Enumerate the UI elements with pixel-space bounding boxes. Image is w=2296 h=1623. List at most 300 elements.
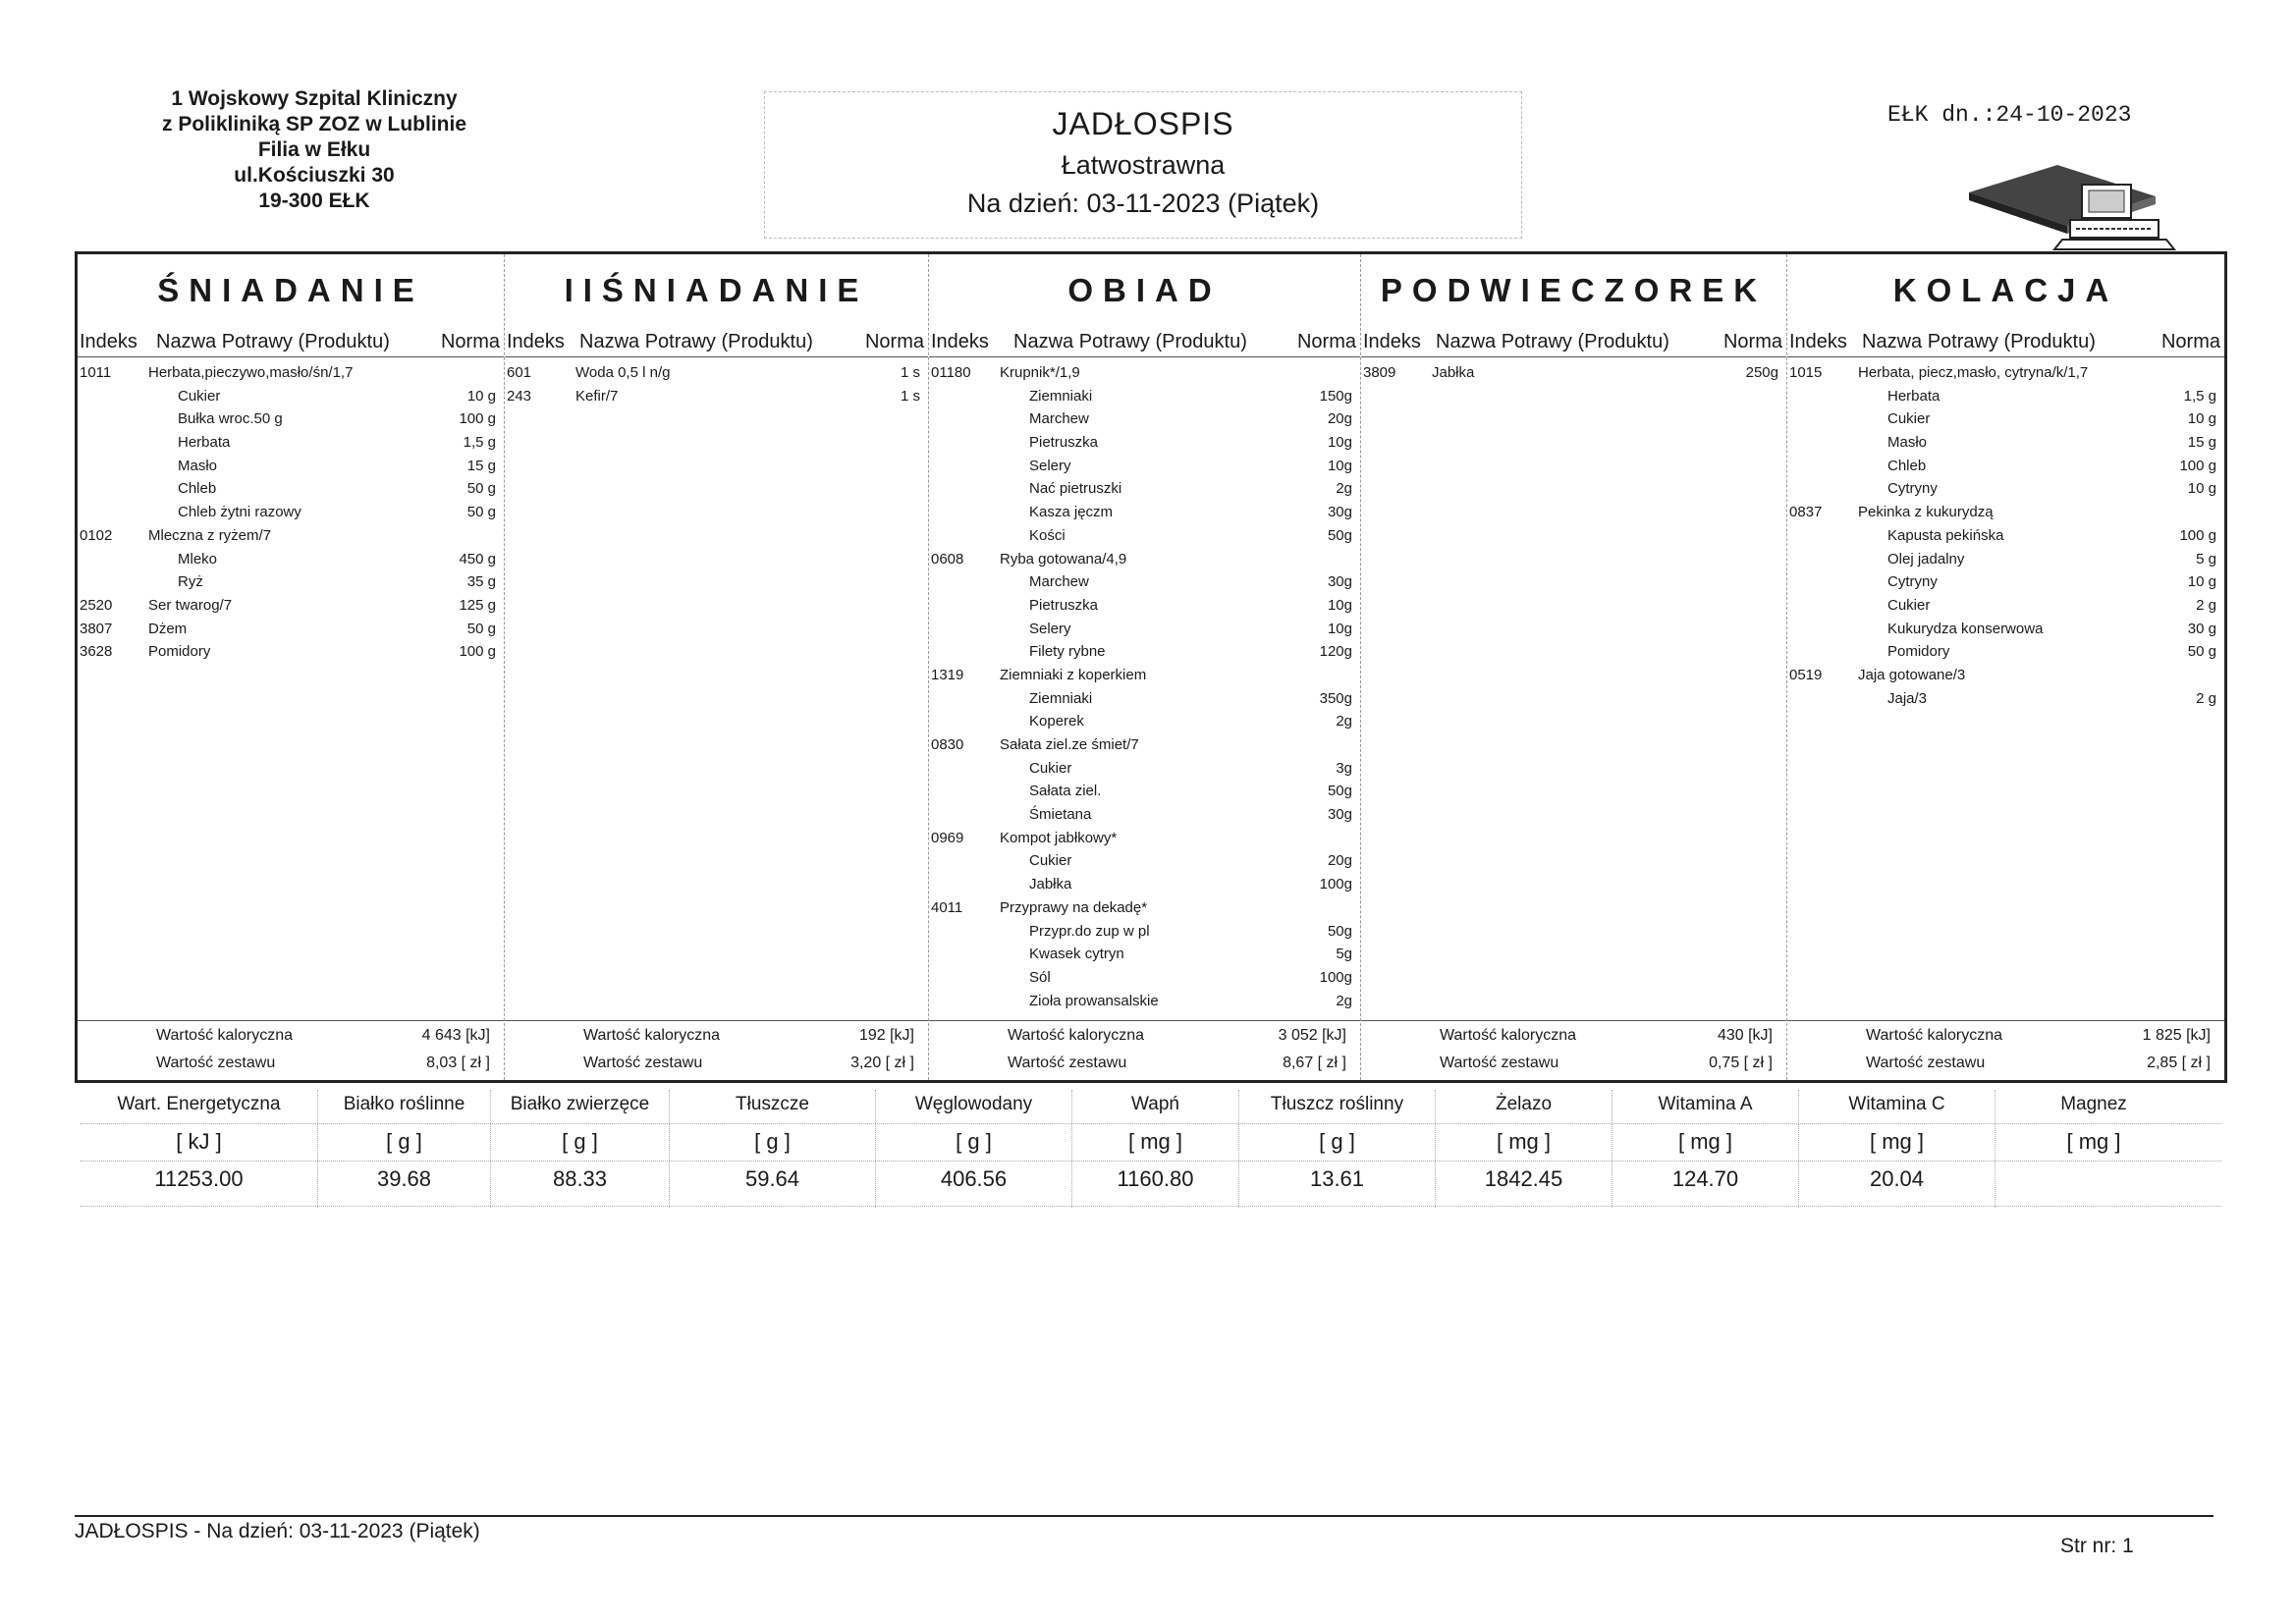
item-name: Cytryny <box>1887 480 1938 498</box>
item-index: 0837 <box>1789 504 1823 521</box>
dish-row <box>929 828 1360 851</box>
item-norm: 10g <box>1327 457 1352 474</box>
nutrient-column <box>1613 1090 1799 1208</box>
cost-label: Wartość zestawu <box>1440 1055 1559 1071</box>
column-header <box>1787 325 2224 357</box>
ingredient-row <box>929 619 1360 642</box>
nutrient-label: Magnez <box>2060 1094 2127 1114</box>
nutrient-column <box>81 1090 318 1208</box>
ingredient-row <box>929 595 1360 619</box>
item-norm: 125 g <box>459 596 496 614</box>
item-norm: 50 g <box>466 480 496 498</box>
item-name: Pomidory <box>1887 643 1950 661</box>
item-index: 1015 <box>1789 364 1823 381</box>
dish-row <box>929 665 1360 688</box>
header-norm: Norma <box>440 331 500 352</box>
ingredient-row <box>929 502 1360 525</box>
item-norm: 250g <box>1745 364 1778 381</box>
dish-row <box>1787 665 2224 688</box>
ingredient-row <box>929 874 1360 897</box>
dish-row <box>1787 502 2224 525</box>
ingredient-row <box>929 432 1360 456</box>
meal-column <box>1787 254 2224 1080</box>
meal-summary <box>1787 1020 2224 1080</box>
nutrient-label: Wart. Energetyczna <box>117 1094 281 1114</box>
item-norm: 50g <box>1327 526 1352 544</box>
header-name: Nazwa Potrawy (Produktu) <box>579 331 813 352</box>
header-index: Indeks <box>1363 331 1421 352</box>
item-name: Dżem <box>148 620 188 637</box>
item-norm: 1 s <box>900 387 920 405</box>
nutrient-unit: [ g ] <box>1319 1129 1355 1154</box>
dish-row <box>1361 362 1786 386</box>
item-name: Pekinka z kukurydzą <box>1858 504 1994 521</box>
item-index: 243 <box>507 387 532 405</box>
ingredient-row <box>1787 478 2224 502</box>
nutrient-unit: [ mg ] <box>1677 1129 1732 1154</box>
kcal-value: 4 643 [kJ] <box>421 1027 490 1044</box>
item-name: Krupnik*/1,9 <box>1000 364 1080 381</box>
item-name: Ryba gotowana/4,9 <box>1000 550 1127 568</box>
item-index: 601 <box>507 364 532 381</box>
item-norm: 1,5 g <box>463 434 496 452</box>
column-header <box>1361 325 1786 357</box>
item-name: Chleb <box>1887 457 1927 474</box>
item-norm: 2g <box>1336 480 1352 498</box>
row-divider <box>81 1123 2221 1124</box>
item-norm: 2g <box>1336 992 1352 1009</box>
ingredient-row <box>1787 571 2224 595</box>
nutrient-value: 124.70 <box>1671 1166 1739 1191</box>
column-header <box>505 325 928 357</box>
nutrient-unit: [ kJ ] <box>176 1129 222 1154</box>
item-name: Kasza jęczm <box>1029 504 1114 521</box>
item-norm: 1,5 g <box>2183 387 2216 405</box>
footer-divider <box>75 1515 2214 1517</box>
item-index: 0830 <box>931 736 964 753</box>
header-name: Nazwa Potrawy (Produktu) <box>1436 331 1669 352</box>
item-norm: 100 g <box>459 643 496 661</box>
meal-summary <box>929 1020 1360 1080</box>
item-norm: 10 g <box>2187 573 2216 591</box>
nutrient-column <box>1239 1090 1436 1208</box>
kcal-value: 1 825 [kJ] <box>2142 1027 2211 1044</box>
item-name: Marchew <box>1029 573 1089 591</box>
nutrient-value: 11253.00 <box>154 1166 244 1191</box>
kcal-label: Wartość kaloryczna <box>156 1027 293 1044</box>
item-name: Cukier <box>1029 759 1072 777</box>
ingredient-row <box>929 571 1360 595</box>
nutrition-summary <box>81 1090 2221 1208</box>
row-divider <box>81 1161 2221 1162</box>
item-norm: 10g <box>1327 434 1352 452</box>
nutrient-value: 1160.80 <box>1117 1166 1194 1191</box>
cost-value: 0,75 [ zł ] <box>1709 1055 1773 1071</box>
dish-row <box>78 641 504 665</box>
item-norm: 30 g <box>2187 620 2216 637</box>
item-name: Śmietana <box>1029 806 1092 824</box>
nutrient-unit: [ mg ] <box>1496 1129 1551 1154</box>
item-name: Kapusta pekińska <box>1887 526 2004 544</box>
item-name: Pomidory <box>148 643 211 661</box>
item-name: Cukier <box>178 387 221 405</box>
item-index: 3809 <box>1363 364 1396 381</box>
header-index: Indeks <box>507 331 565 352</box>
meal-items <box>1361 362 1786 386</box>
item-name: Koperek <box>1029 713 1084 730</box>
header-norm: Norma <box>1296 331 1356 352</box>
item-name: Ziemniaki z koperkiem <box>1000 666 1147 683</box>
hospital-line: 1 Wojskowy Szpital Kliniczny <box>171 87 458 110</box>
item-norm: 5g <box>1336 946 1352 963</box>
dish-row <box>505 386 928 409</box>
item-name: Kwasek cytryn <box>1029 946 1124 963</box>
header-index: Indeks <box>1789 331 1847 352</box>
ingredient-row <box>78 408 504 432</box>
meal-summary <box>505 1020 928 1080</box>
item-norm: 10 g <box>2187 410 2216 428</box>
dish-row <box>78 619 504 642</box>
nutrient-unit: [ g ] <box>754 1129 791 1154</box>
meal-summary <box>1361 1020 1786 1080</box>
hospital-address <box>98 86 530 214</box>
item-name: Jabłka <box>1432 364 1475 381</box>
row-divider <box>81 1206 2221 1207</box>
item-name: Sałata ziel.ze śmiet/7 <box>1000 736 1139 753</box>
nutrient-column <box>491 1090 670 1208</box>
nutrient-label: Tłuszcz roślinny <box>1270 1094 1404 1114</box>
item-norm: 35 g <box>466 573 496 591</box>
nutrient-label: Witamina A <box>1658 1094 1753 1114</box>
ingredient-row <box>929 641 1360 665</box>
hospital-line: Filia w Ełku <box>257 138 371 161</box>
item-norm: 2g <box>1336 713 1352 730</box>
item-name: Filety rybne <box>1029 643 1106 661</box>
nutrient-value: 13.61 <box>1309 1166 1365 1191</box>
meal-menu-table <box>75 251 2227 1083</box>
item-index: 0608 <box>931 550 964 568</box>
header-norm: Norma <box>864 331 924 352</box>
item-norm: 3g <box>1336 759 1352 777</box>
meal-items <box>1787 362 2224 711</box>
item-name: Jabłka <box>1029 876 1072 893</box>
ingredient-row <box>1787 595 2224 619</box>
ingredient-row <box>929 478 1360 502</box>
item-name: Selery <box>1029 620 1071 637</box>
ingredient-row <box>78 432 504 456</box>
cost-label: Wartość zestawu <box>1008 1055 1127 1071</box>
nutrient-column <box>1799 1090 1995 1208</box>
hospital-line: ul.Kościuszki 30 <box>234 164 395 187</box>
item-name: Masło <box>178 457 218 474</box>
item-name: Kompot jabłkowy* <box>1000 829 1118 846</box>
kcal-label: Wartość kaloryczna <box>583 1027 720 1044</box>
item-index: 0519 <box>1789 666 1823 683</box>
item-name: Pietruszka <box>1029 434 1099 452</box>
dish-row <box>929 362 1360 386</box>
ingredient-row <box>929 781 1360 804</box>
hospital-line: 19-300 EŁK <box>258 189 370 212</box>
item-norm: 30g <box>1327 806 1352 824</box>
ingredient-row <box>1787 408 2224 432</box>
item-name: Cukier <box>1887 596 1931 614</box>
nutrient-value: 59.64 <box>744 1166 800 1191</box>
item-norm: 100 g <box>2179 457 2216 474</box>
nutrient-label: Wapń <box>1131 1094 1179 1114</box>
kcal-value: 3 052 [kJ] <box>1278 1027 1346 1044</box>
item-index: 1319 <box>931 666 964 683</box>
item-norm: 10g <box>1327 596 1352 614</box>
ingredient-row <box>1787 688 2224 712</box>
item-norm: 50g <box>1327 783 1352 800</box>
ingredient-row <box>929 991 1360 1014</box>
item-name: Cukier <box>1887 410 1931 428</box>
item-norm: 5 g <box>2196 550 2216 568</box>
nutrient-unit: [ mg ] <box>1869 1129 1924 1154</box>
column-header <box>929 325 1360 357</box>
footer-title: JADŁOSPIS - Na dzień: 03-11-2023 (Piątek) <box>75 1520 480 1542</box>
item-norm: 1 s <box>900 364 920 381</box>
ingredient-row <box>78 456 504 479</box>
item-norm: 350g <box>1319 689 1352 707</box>
item-index: 1011 <box>80 364 112 381</box>
nutrient-label: Witamina C <box>1848 1094 1945 1114</box>
ingredient-row <box>929 804 1360 828</box>
ingredient-row <box>929 688 1360 712</box>
kcal-value: 192 [kJ] <box>858 1027 914 1044</box>
meal-column <box>929 254 1361 1080</box>
item-index: 3628 <box>80 643 113 661</box>
nutrient-column <box>1436 1090 1613 1208</box>
item-name: Chleb żytni razowy <box>178 504 301 521</box>
item-name: Zioła prowansalskie <box>1029 992 1159 1009</box>
nutrient-label: Żelazo <box>1495 1094 1553 1114</box>
dish-row <box>929 897 1360 921</box>
ingredient-row <box>929 408 1360 432</box>
dish-row <box>929 549 1360 572</box>
item-norm: 100g <box>1319 968 1352 986</box>
ingredient-row <box>929 967 1360 991</box>
item-name: Marchew <box>1029 410 1089 428</box>
item-index: 2520 <box>80 596 113 614</box>
dish-row <box>78 595 504 619</box>
item-name: Przypr.do zup w pl <box>1029 922 1150 940</box>
kcal-label: Wartość kaloryczna <box>1866 1027 2002 1044</box>
nutrient-value: 88.33 <box>552 1166 608 1191</box>
item-norm: 50 g <box>466 620 496 637</box>
item-norm: 30g <box>1327 573 1352 591</box>
ingredient-row <box>78 549 504 572</box>
nutrient-column <box>318 1090 491 1208</box>
item-index: 3807 <box>80 620 113 637</box>
nutrient-column <box>670 1090 876 1208</box>
item-name: Mleczna z ryżem/7 <box>148 526 272 544</box>
nutrient-value: 20.04 <box>1869 1166 1925 1191</box>
item-norm: 10 g <box>466 387 496 405</box>
nutrient-column <box>1072 1090 1239 1208</box>
item-norm: 100 g <box>459 410 496 428</box>
diet-name: Łatwostrawna <box>1061 150 1226 180</box>
item-name: Masło <box>1887 434 1928 452</box>
cost-label: Wartość zestawu <box>156 1055 276 1071</box>
kcal-label: Wartość kaloryczna <box>1008 1027 1144 1044</box>
menu-date: Na dzień: 03-11-2023 (Piątek) <box>966 189 1320 218</box>
item-norm: 2 g <box>2196 689 2216 707</box>
kcal-label: Wartość kaloryczna <box>1440 1027 1576 1044</box>
item-index: 0969 <box>931 829 964 846</box>
item-norm: 15 g <box>466 457 496 474</box>
item-index: 01180 <box>931 364 971 381</box>
item-norm: 120g <box>1319 643 1352 661</box>
item-norm: 15 g <box>2187 434 2216 452</box>
ingredient-row <box>1787 432 2224 456</box>
header-name: Nazwa Potrawy (Produktu) <box>1013 331 1247 352</box>
item-name: Ryż <box>178 573 203 591</box>
item-index: 4011 <box>931 898 963 916</box>
item-name: Jaja/3 <box>1887 689 1928 707</box>
item-norm: 450 g <box>459 550 496 568</box>
dish-row <box>78 362 504 386</box>
item-norm: 100g <box>1319 876 1352 893</box>
page-number: Str nr: 1 <box>2060 1535 2134 1557</box>
dish-row <box>1787 362 2224 386</box>
item-name: Kości <box>1029 526 1066 544</box>
nutrient-column <box>876 1090 1072 1208</box>
item-name: Przyprawy na dekadę* <box>1000 898 1148 916</box>
item-name: Sól <box>1029 968 1051 986</box>
dish-row <box>505 362 928 386</box>
item-norm: 100 g <box>2179 526 2216 544</box>
nutrient-value: 1842.45 <box>1484 1166 1563 1191</box>
ingredient-row <box>929 456 1360 479</box>
item-name: Cukier <box>1029 852 1072 870</box>
header-norm: Norma <box>1722 331 1782 352</box>
ingredient-row <box>1787 549 2224 572</box>
meal-title: IIŚNIADANIE <box>564 272 869 308</box>
kcal-value: 430 [kJ] <box>1717 1027 1773 1044</box>
item-name: Ser twarog/7 <box>148 596 233 614</box>
item-name: Bułka wroc.50 g <box>178 410 283 428</box>
item-name: Sałata ziel. <box>1029 783 1102 800</box>
item-norm: 10 g <box>2187 480 2216 498</box>
cost-value: 2,85 [ zł ] <box>2147 1055 2211 1071</box>
meal-column <box>505 254 929 1080</box>
dish-row <box>929 734 1360 758</box>
item-name: Pietruszka <box>1029 596 1099 614</box>
meal-title: KOLACJA <box>1892 272 2119 308</box>
item-norm: 150g <box>1319 387 1352 405</box>
cost-value: 8,03 [ zł ] <box>426 1055 490 1071</box>
header-name: Nazwa Potrawy (Produktu) <box>1862 331 2096 352</box>
item-name: Ziemniaki <box>1029 689 1093 707</box>
printer-computer-icon <box>1964 155 2190 253</box>
item-norm: 50g <box>1327 922 1352 940</box>
ingredient-row <box>78 502 504 525</box>
ingredient-row <box>929 711 1360 734</box>
meal-items <box>929 362 1360 1013</box>
meal-title: ŚNIADANIE <box>157 272 424 308</box>
item-name: Herbata <box>178 434 231 452</box>
nutrient-unit: [ g ] <box>386 1129 422 1154</box>
meal-column <box>1361 254 1787 1080</box>
ingredient-row <box>1787 619 2224 642</box>
ingredient-row <box>78 386 504 409</box>
header-norm: Norma <box>2160 331 2220 352</box>
item-name: Herbata, piecz,masło, cytryna/k/1,7 <box>1858 364 2089 381</box>
item-name: Selery <box>1029 457 1071 474</box>
ingredient-row <box>1787 525 2224 549</box>
nutrient-unit: [ g ] <box>956 1129 992 1154</box>
nutrient-label: Węglowodany <box>914 1094 1033 1114</box>
nutrient-value: 39.68 <box>376 1166 432 1191</box>
meal-title: OBIAD <box>1067 272 1222 308</box>
nutrient-label: Tłuszcze <box>736 1094 809 1114</box>
ingredient-row <box>929 758 1360 782</box>
item-name: Herbata <box>1887 387 1941 405</box>
item-name: Mleko <box>178 550 218 568</box>
item-name: Woda 0,5 l n/g <box>575 364 671 381</box>
meal-column <box>78 254 505 1080</box>
meal-items <box>78 362 504 665</box>
ingredient-row <box>929 850 1360 874</box>
ingredient-row <box>929 525 1360 549</box>
item-name: Kefir/7 <box>575 387 619 405</box>
ingredient-row <box>1787 456 2224 479</box>
item-norm: 2 g <box>2196 596 2216 614</box>
cost-value: 8,67 [ zł ] <box>1283 1055 1346 1071</box>
meal-items <box>505 362 928 408</box>
item-name: Cytryny <box>1887 573 1938 591</box>
nutrient-label: Białko roślinne <box>343 1094 465 1114</box>
item-name: Jaja gotowane/3 <box>1858 666 1966 683</box>
ingredient-row <box>929 386 1360 409</box>
header-index: Indeks <box>80 331 137 352</box>
item-name: Nać pietruszki <box>1029 480 1122 498</box>
item-name: Kukurydza konserwowa <box>1887 620 2044 637</box>
ingredient-row <box>78 571 504 595</box>
meal-summary <box>78 1020 504 1080</box>
title-box <box>764 91 1522 239</box>
meal-title: PODWIECZOREK <box>1380 272 1768 308</box>
item-norm: 50 g <box>466 504 496 521</box>
nutrient-column <box>1995 1090 2192 1208</box>
ingredient-row <box>1787 386 2224 409</box>
document-title: JADŁOSPIS <box>1052 106 1234 141</box>
hospital-line: z Polikliniką SP ZOZ w Lublinie <box>162 113 466 135</box>
item-name: Olej jadalny <box>1887 550 1965 568</box>
dish-row <box>78 525 504 549</box>
item-name: Herbata,pieczywo,masło/śn/1,7 <box>148 364 354 381</box>
ingredient-row <box>929 921 1360 945</box>
item-norm: 20g <box>1327 410 1352 428</box>
nutrient-unit: [ mg ] <box>2066 1129 2121 1154</box>
item-norm: 10g <box>1327 620 1352 637</box>
item-name: Chleb <box>178 480 217 498</box>
cost-label: Wartość zestawu <box>583 1055 703 1071</box>
ingredient-row <box>78 478 504 502</box>
print-date: EŁK dn.:24-10-2023 <box>1887 102 2132 128</box>
cost-value: 3,20 [ zł ] <box>850 1055 914 1071</box>
nutrient-unit: [ mg ] <box>1127 1129 1182 1154</box>
nutrient-label: Białko zwierzęce <box>510 1094 650 1114</box>
header-index: Indeks <box>931 331 989 352</box>
item-norm: 30g <box>1327 504 1352 521</box>
item-index: 0102 <box>80 526 113 544</box>
header-name: Nazwa Potrawy (Produktu) <box>156 331 390 352</box>
nutrient-unit: [ g ] <box>562 1129 598 1154</box>
item-name: Ziemniaki <box>1029 387 1093 405</box>
item-norm: 20g <box>1327 852 1352 870</box>
